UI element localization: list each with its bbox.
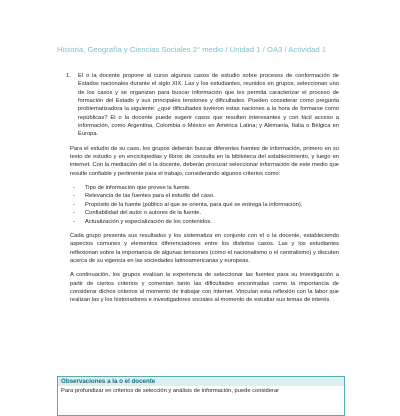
observations-title: Observaciones a la o el docente — [58, 377, 344, 386]
criteria-list — [70, 184, 339, 226]
observations-text: Para profundizar en criterios de selección y análisis de información, puede considerar — [61, 388, 279, 394]
list-item: - Relevancia de las fuentes para el estudio del caso. — [73, 193, 215, 200]
observations-box — [57, 376, 345, 416]
paragraph-results: Cada grupo presenta sus resultados y los sistematiza en conjunto con el o la docente, estableciendo aspectos comunes y elementos diferenciadores entre los distintos casos. Las y los estudiantes reflexionan sobre la importancia de algunas tensiones (como el nacionalismo o el centralismo) y discuten acerca de su vigencia en las sociedades latinoamericanas y europeas. — [70, 232, 339, 264]
list-item: - Actualización y especialización de los contenidos. — [73, 218, 212, 225]
activity-intro-text: El o la docente propone al curso algunos casos de estudio sobre procesos de conformación de Estados nacionales durante el siglo XIX. Las y los estudiantes, reunidos en grupos, seleccionan uno de los casos y se organizan para buscar información que les permita caracterizar el proceso de formación del Estado y sus principales tensiones y dificultades. Pueden considerar como pregunta problematizadora la siguiente: ¿qué dificultades tuvieron estas naciones a la hora de formarse como repúblicas? El o la docente puede sugerir casos que resulten interesantes y con fácil acceso a información, como Argentina, Colombia o México en América Latina; y Alemania, Italia o Bélgica en Europa. — [78, 73, 339, 138]
page-header-breadcrumb: Historia, Geografía y Ciencias Sociales 2° medio / Unidad 1 / OA3 / Actividad 1 — [57, 45, 327, 54]
paragraph-evaluation: A continuación, los grupos evalúan la experiencia de seleccionar las fuentes para su investigación a partir de ciertos criterios y comentan tanto las dificultades encontradas como la importancia de considerar dichos criterios al momento de trabajar con internet. Vinculan esta reflexión con la labor que realizan las y los historiadores e investigadores sociales al momento de estudiar sus temas de interés. — [70, 272, 339, 304]
list-item: - Tipo de información que provee la fuente. — [73, 185, 191, 192]
list-item: - Propósito de la fuente (público al que se orienta, para qué se entrega la información). — [73, 201, 303, 208]
paragraph-sources: Para el estudio de su caso, los grupos deberán buscar diferentes fuentes de información, primero en su texto de estudio y en enciclopedias y libros de consulta en la biblioteca del establecimiento, y luego en internet. Con la mediación del o la docente, deberán procurar seleccionar información de este medio que resulte confiable y pertinente para el trabajo, considerando algunos criterios como: — [70, 145, 339, 177]
activity-item-1 — [57, 72, 339, 139]
item-number: 1. — [66, 73, 71, 79]
activity-content — [57, 72, 339, 305]
list-item: - Confiabilidad del autor o autores de la fuente. — [73, 210, 202, 217]
